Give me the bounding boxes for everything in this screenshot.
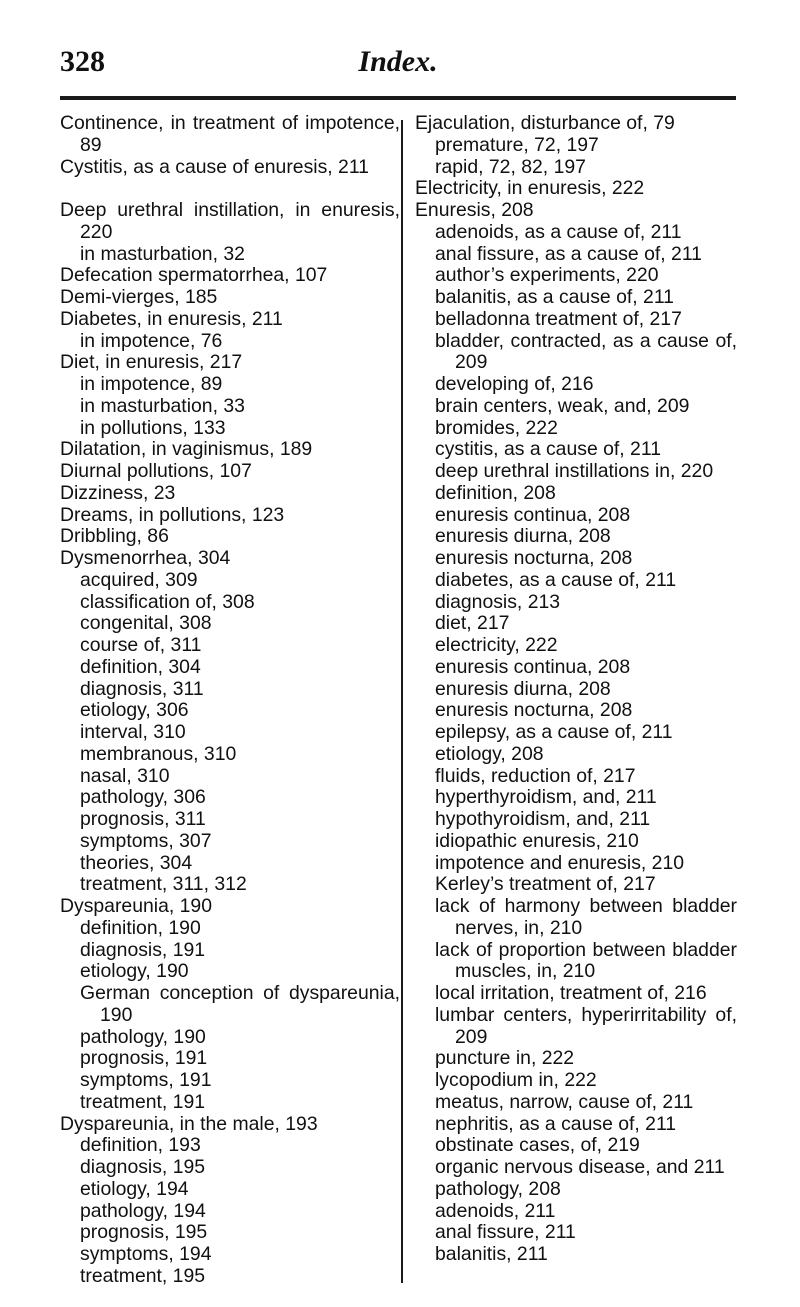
index-subentry: lumbar centers, hyperirritability of, 209	[435, 1003, 737, 1048]
index-entry: Dizziness, 23	[60, 481, 176, 504]
index-subentry: prognosis, 311	[80, 808, 206, 830]
index-subentry: organic nervous disease, and 211	[435, 1156, 725, 1178]
column-divider	[401, 120, 403, 1283]
index-subentry: enuresis diurna, 208	[435, 525, 611, 548]
index-entry: Enuresis, 208	[415, 199, 534, 221]
index-subentry: electricity, 222	[435, 634, 558, 656]
index-subentry: adenoids, 211	[435, 1199, 556, 1222]
index-subentry: membranous, 310	[80, 742, 237, 765]
index-entry: Dyspareunia, in the male, 193	[60, 1112, 318, 1135]
index-subentry: hyperthyroidism, and, 211	[435, 786, 657, 809]
index-subentry: bromides, 222	[435, 416, 558, 439]
index-entry: Dyspareunia, 190	[60, 895, 212, 917]
index-entry: Deep urethral instillation, in enuresis, 220	[60, 199, 400, 243]
index-entry: Dribbling, 86	[60, 525, 169, 548]
index-subentry: diagnosis, 195	[80, 1156, 206, 1178]
index-subentry: etiology, 190	[80, 960, 189, 983]
index-subentry: etiology, 208	[435, 742, 544, 765]
index-entry: Ejaculation, disturbance of, 79	[415, 112, 675, 134]
index-subentry: Kerley’s treatment of, 217	[435, 873, 656, 896]
index-subentry: prognosis, 195	[80, 1221, 208, 1244]
index-subentry: balanitis, 211	[435, 1243, 548, 1265]
index-subentry: fluids, reduction of, 217	[435, 764, 636, 787]
index-subentry: premature, 72, 197	[435, 133, 599, 156]
index-subentry: developing of, 216	[435, 373, 594, 395]
index-subentry: etiology, 194	[80, 1177, 189, 1200]
index-subentry: definition, 208	[435, 481, 556, 504]
index-subentry: diet, 217	[435, 612, 510, 635]
index-subentry: nasal, 310	[80, 764, 170, 787]
index-subentry: obstinate cases, of, 219	[435, 1134, 640, 1157]
header-rule	[60, 96, 736, 100]
index-subentry: cystitis, as a cause of, 211	[435, 438, 661, 461]
index-subentry: course of, 311	[80, 634, 202, 656]
index-subentry: deep urethral instillations in, 220	[435, 460, 714, 482]
index-subentry: enuresis nocturna, 208	[435, 699, 633, 722]
index-subentry: meatus, narrow, cause of, 211	[435, 1090, 694, 1113]
index-gap	[60, 178, 400, 200]
index-subentry: classification of, 308	[80, 590, 255, 613]
index-entry: Diabetes, in enuresis, 211	[60, 307, 283, 330]
index-subentry: in impotence, 76	[80, 329, 223, 352]
index-subentry: congenital, 308	[80, 612, 212, 635]
index-subentry: prognosis, 191	[80, 1047, 208, 1070]
index-subentry: etiology, 306	[80, 699, 189, 722]
index-subentry: lycopodium in, 222	[435, 1069, 597, 1091]
index-entry: Diet, in enuresis, 217	[60, 351, 243, 374]
index-subentry: diagnosis, 191	[80, 938, 206, 961]
index-entry: Continence, in treatment of impotence, 89	[60, 112, 400, 156]
index-subentry: epilepsy, as a cause of, 211	[435, 721, 673, 743]
index-subentry: enuresis continua, 208	[435, 655, 631, 678]
index-subentry: diagnosis, 213	[435, 590, 561, 613]
index-entry: Demi-vierges, 185	[60, 286, 218, 308]
index-subentry: lack of proportion between bladder muscles, in, 210	[435, 938, 737, 983]
page-header	[60, 42, 736, 88]
index-subentry: acquired, 309	[80, 568, 198, 591]
index-subentry: enuresis continua, 208	[435, 503, 631, 526]
index-subentry: interval, 310	[80, 721, 186, 743]
index-entry: Electricity, in enuresis, 222	[415, 177, 645, 200]
index-subentry: pathology, 190	[80, 1025, 206, 1048]
index-entry: Defecation spermatorrhea, 107	[60, 264, 328, 287]
index-subentry: pathology, 194	[80, 1199, 206, 1222]
index-subentry: nephritis, as a cause of, 211	[435, 1112, 677, 1135]
index-subentry: enuresis diurna, 208	[435, 677, 611, 700]
index-subentry: in pollutions, 133	[80, 416, 226, 439]
index-subentry: pathology, 208	[435, 1177, 561, 1200]
index-subentry: theories, 304	[80, 851, 193, 874]
running-title: Index.	[358, 45, 438, 78]
index-subentry: anal fissure, 211	[435, 1221, 576, 1244]
index-subentry: in masturbation, 33	[80, 394, 245, 417]
page-number: 328	[60, 45, 105, 78]
index-subentry: lack of harmony between bladder nerves, in, 210	[435, 895, 737, 939]
index-subentry: anal fissure, as a cause of, 211	[435, 242, 702, 265]
index-subentry: pathology, 306	[80, 786, 206, 809]
index-subentry: balanitis, as a cause of, 211	[435, 286, 674, 308]
index-subentry: treatment, 311, 312	[80, 873, 247, 896]
index-entry: Dilatation, in vaginismus, 189	[60, 438, 313, 461]
index-subentry: impotence and enuresis, 210	[435, 851, 685, 874]
index-subentry: hypothyroidism, and, 211	[435, 808, 651, 830]
index-subentry: idiopathic enuresis, 210	[435, 829, 639, 852]
index-subentry: treatment, 191	[80, 1090, 206, 1113]
index-subentry: symptoms, 191	[80, 1069, 212, 1091]
index-subentry: definition, 193	[80, 1134, 201, 1157]
index-subentry: treatment, 195	[80, 1264, 206, 1287]
index-entry: Diurnal pollutions, 107	[60, 460, 252, 482]
index-column-left	[60, 113, 400, 1288]
index-subentry: diagnosis, 311	[80, 677, 204, 700]
index-subentry: German conception of dyspareunia, 190	[80, 982, 400, 1026]
index-subentry: local irritation, treatment of, 216	[435, 982, 707, 1004]
index-column-right	[415, 113, 737, 1266]
index-subentry: brain centers, weak, and, 209	[435, 394, 690, 417]
index-subentry: adenoids, as a cause of, 211	[435, 220, 682, 243]
index-subentry: diabetes, as a cause of, 211	[435, 568, 677, 591]
index-entry: Cystitis, as a cause of enuresis, 211	[60, 155, 369, 178]
index-subentry: rapid, 72, 82, 197	[435, 155, 586, 178]
index-entry: Dreams, in pollutions, 123	[60, 503, 285, 526]
index-entry: Dysmenorrhea, 304	[60, 547, 231, 569]
index-subentry: definition, 304	[80, 655, 201, 678]
index-subentry: author’s experiments, 220	[435, 264, 659, 287]
index-subentry: puncture in, 222	[435, 1047, 575, 1070]
index-subentry: symptoms, 194	[80, 1243, 212, 1265]
index-subentry: in impotence, 89	[80, 373, 223, 395]
index-subentry: symptoms, 307	[80, 829, 212, 852]
index-subentry: bladder, contracted, as a cause of, 209	[435, 329, 737, 374]
index-subentry: definition, 190	[80, 916, 201, 939]
index-subentry: enuresis nocturna, 208	[435, 547, 633, 569]
index-subentry: belladonna treatment of, 217	[435, 307, 682, 330]
index-subentry: in masturbation, 32	[80, 242, 245, 265]
